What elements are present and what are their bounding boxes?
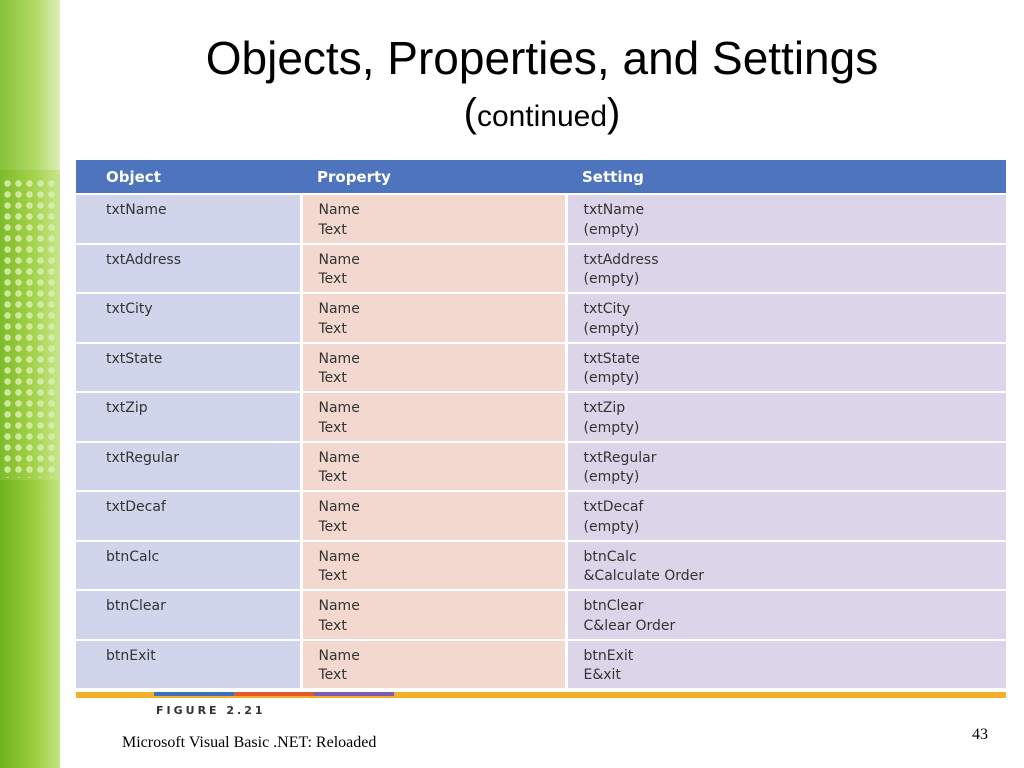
subtitle-close-paren: ) [607,91,621,135]
object-cell-line-1: txtAddress [106,251,182,268]
property-cell [301,442,566,492]
property-cell [301,392,566,442]
property-cell-line-2: Text [318,568,347,584]
table-row [76,442,1006,492]
slide-title: Objects, Properties, and Settings [205,32,879,84]
property-cell [301,244,566,294]
property-cell [301,590,566,640]
property-cell-line-1: Name [318,647,360,664]
table-row [76,491,1006,541]
table-row [76,392,1006,442]
property-cell [301,343,566,393]
object-cell [76,343,301,393]
setting-cell-line-2: (empty) [583,469,640,485]
object-cell [76,392,301,442]
table-row [76,293,1006,343]
object-cell [76,194,301,244]
property-cell-line-2: Text [318,617,347,634]
setting-cell [566,194,1006,244]
slide-title-block [60,30,1024,142]
header-setting: Setting [566,160,1006,194]
setting-cell [566,343,1006,393]
slide-sidebar-decoration [0,0,60,768]
property-cell-line-1: Name [318,400,360,416]
setting-cell-line-1: txtState [583,350,640,367]
object-cell [76,244,301,294]
object-cell [76,640,301,689]
slide-footer: Microsoft Visual Basic .NET: Reloaded [122,734,377,751]
object-cell [76,541,301,591]
setting-cell-line-2: (empty) [583,320,640,337]
property-cell-line-2: Text [318,667,347,683]
table-row [76,590,1006,640]
object-cell [76,442,301,492]
header-object: Object [76,160,301,194]
strip-red-segment [234,692,314,696]
setting-cell [566,640,1006,689]
object-cell [76,590,301,640]
object-cell-line-1: txtRegular [106,449,179,466]
setting-cell [566,442,1006,492]
sidebar-gradient-bottom [0,480,60,768]
property-cell [301,491,566,541]
setting-cell-line-2: (empty) [583,419,640,436]
object-cell-line-1: txtCity [106,301,153,317]
setting-cell-line-2: (empty) [583,518,640,535]
property-cell [301,640,566,689]
table-row [76,640,1006,689]
strip-purple-segment [314,692,394,696]
object-cell-line-1: btnExit [106,647,156,664]
header-property: Property [301,160,566,194]
figure-2-21 [76,160,1006,717]
setting-cell-line-1: btnExit [583,647,634,664]
setting-cell [566,244,1006,294]
object-cell [76,491,301,541]
setting-cell-line-2: E&xit [583,667,621,683]
subtitle-word: continued [476,100,608,133]
property-cell-line-2: Text [318,518,347,535]
setting-cell [566,293,1006,343]
setting-cell-line-2: (empty) [583,370,640,386]
subtitle-open-paren: ( [463,91,477,135]
setting-cell-line-2: C&lear Order [583,617,676,634]
slide-subtitle [60,88,1024,142]
setting-cell-line-1: btnCalc [583,548,637,565]
property-cell-line-1: Name [318,202,360,218]
property-cell-line-1: Name [318,350,360,367]
property-cell-line-1: Name [318,301,360,317]
table-body [76,194,1006,688]
setting-cell [566,491,1006,541]
properties-table [76,160,1006,688]
setting-cell-line-1: btnClear [583,598,644,614]
property-cell-line-2: Text [318,320,347,337]
property-cell-line-1: Name [318,449,360,466]
object-cell-line-1: btnClear [106,598,166,614]
table-row [76,343,1006,393]
object-cell-line-1: txtDecaf [106,499,166,515]
object-cell [76,293,301,343]
setting-cell-line-1: txtRegular [583,449,657,466]
setting-cell [566,392,1006,442]
object-cell-line-1: txtName [106,202,167,218]
property-cell [301,293,566,343]
figure-label: FIGURE 2.21 [156,704,266,717]
property-cell-line-2: Text [318,419,347,436]
object-cell-line-1: btnCalc [106,548,160,565]
table-row [76,244,1006,294]
table-row [76,194,1006,244]
property-cell-line-1: Name [318,251,360,268]
property-cell-line-1: Name [318,499,360,515]
setting-cell-line-2: &Calculate Order [583,568,705,584]
property-cell-line-2: Text [318,370,347,386]
property-cell-line-2: Text [318,271,347,287]
property-cell-line-1: Name [318,548,360,565]
setting-cell-line-1: txtZip [583,400,626,416]
page-number: 43 [972,726,988,743]
property-cell [301,194,566,244]
setting-cell [566,541,1006,591]
object-cell-line-1: txtZip [106,400,148,416]
sidebar-gradient-top [0,0,60,170]
setting-cell [566,590,1006,640]
setting-cell-line-1: txtAddress [583,251,659,268]
setting-cell-line-1: txtCity [583,301,631,317]
table-header-row [76,160,1006,194]
strip-blue-segment [154,692,234,696]
setting-cell-line-2: (empty) [583,271,640,287]
setting-cell-line-1: txtName [583,202,645,218]
setting-cell-line-1: txtDecaf [583,499,644,515]
property-cell-line-1: Name [318,598,360,614]
setting-cell-line-2: (empty) [583,221,640,238]
property-cell-line-2: Text [318,221,347,238]
sidebar-dot-pattern [2,178,58,478]
object-cell-line-1: txtState [106,350,163,367]
table-row [76,541,1006,591]
property-cell [301,541,566,591]
property-cell-line-2: Text [318,469,347,485]
